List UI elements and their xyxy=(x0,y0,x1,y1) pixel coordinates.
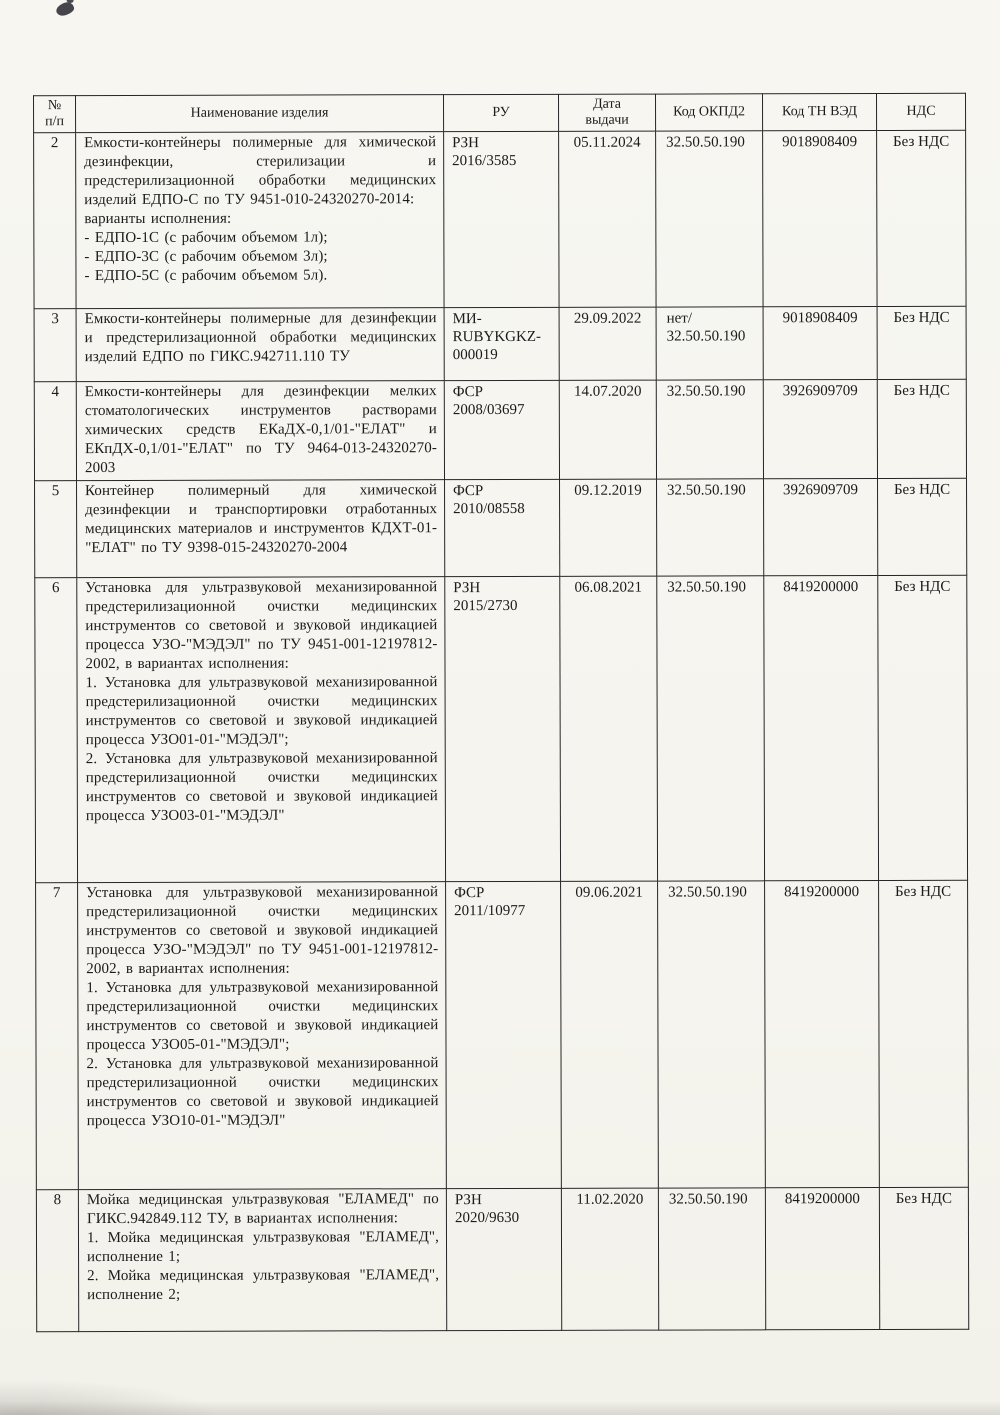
table-row xyxy=(34,130,966,308)
okpd2-code: 32.50.50.190 xyxy=(658,1188,765,1330)
scan-shadow-bottom-edge xyxy=(0,1401,1000,1415)
registration-certificate: РЗН 2015/2730 xyxy=(445,576,561,881)
table-row xyxy=(35,478,967,577)
row-number: 8 xyxy=(36,1190,78,1332)
product-registry-table xyxy=(33,93,969,1332)
table-row xyxy=(34,379,966,480)
vat-status: Без НДС xyxy=(879,1187,968,1329)
okpd2-code: 32.50.50.190 xyxy=(656,380,763,479)
vat-status: Без НДС xyxy=(878,478,967,575)
vat-status: Без НДС xyxy=(877,306,966,379)
issue-date: 29.09.2022 xyxy=(559,307,656,380)
product-name: Емкости-контейнеры для дезинфекции мелких стоматологических инструментов растворами химических средств ЕКаДХ-0,1/01-"ЕЛАТ" и ЕКпДХ-0,1/01-"ЕЛАТ" по ТУ 9464-013-24320270-2003 xyxy=(76,381,444,481)
header-registration-certificate: РУ xyxy=(444,94,559,131)
vat-status: Без НДС xyxy=(877,130,966,306)
issue-date: 09.06.2021 xyxy=(561,881,659,1188)
row-number: 7 xyxy=(36,883,79,1190)
okpd2-code: нет/ 32.50.50.190 xyxy=(656,307,763,380)
row-number: 6 xyxy=(35,578,78,883)
tnved-code: 8419200000 xyxy=(764,576,879,881)
product-name: Емкости-контейнеры полимерные для дезинфекции и предстерилизационной обработки медицинских изделий ЕДПО по ГИКС.942711.110 ТУ xyxy=(76,308,444,382)
registration-certificate: РЗН 2016/3585 xyxy=(444,131,559,307)
tnved-code: 3926909709 xyxy=(763,380,877,479)
vat-status: Без НДС xyxy=(878,575,968,880)
okpd2-code: 32.50.50.190 xyxy=(656,131,763,307)
row-number: 2 xyxy=(34,133,76,309)
okpd2-code: 32.50.50.190 xyxy=(658,881,766,1188)
vat-status: Без НДС xyxy=(877,379,966,478)
vat-status: Без НДС xyxy=(879,880,969,1187)
product-name: Установка для ультразвуковой механизированной предстерилизационной очистки медицинских инструментов со световой и звуковой индикацией процесса УЗО-"МЭДЭЛ" по ТУ 9451-001-12197812-2002, в вариантах исполнения: 1. Установка для ультразвуковой механизированной предстерилизационной очистки медицинских инструментов со световой и звуковой индикацией процесса УЗО01-01-"МЭДЭЛ"; 2. Установка для ультразвуковой механизированной предстерилизационной очистки медицинских инструментов со световой и звуковой индикацией процесса УЗО03-01-"МЭДЭЛ" xyxy=(77,577,446,883)
tnved-code: 9018908409 xyxy=(763,131,877,307)
registration-certificate: ФСР 2010/08558 xyxy=(445,479,560,576)
tnved-code: 8419200000 xyxy=(765,881,880,1188)
header-okpd2-code: Код ОКПД2 xyxy=(656,94,763,131)
table-row xyxy=(36,1187,968,1331)
table-row xyxy=(35,575,968,882)
okpd2-code: 32.50.50.190 xyxy=(657,576,765,881)
product-name: Емкости-контейнеры полимерные для химической дезинфекции, стерилизации и предстерилизационной обработки медицинских изделий ЕДПО-С по ТУ 9451-010-24320270-2014: варианты исполнения: - ЕДПО-1С (с рабочим объемом 1л); - ЕДПО-3С (с рабочим объемом 3л); - ЕДПО-5С (с рабочим объемом 5л). xyxy=(76,132,444,309)
issue-date: 05.11.2024 xyxy=(559,131,656,307)
header-vat: НДС xyxy=(877,93,966,130)
row-number: 3 xyxy=(34,309,76,382)
issue-date: 06.08.2021 xyxy=(560,576,658,881)
row-number: 5 xyxy=(35,481,77,578)
issue-date: 11.02.2020 xyxy=(561,1188,658,1330)
registration-certificate: МИ- RUBYKGKZ- 000019 xyxy=(444,307,559,380)
header-tnved-code: Код ТН ВЭД xyxy=(763,94,877,131)
tnved-code: 8419200000 xyxy=(765,1188,879,1330)
header-product-name: Наименование изделия xyxy=(76,95,444,133)
table-row xyxy=(36,880,969,1189)
issue-date: 14.07.2020 xyxy=(559,380,656,479)
registration-certificate: ФСР 2008/03697 xyxy=(444,380,559,479)
product-name: Мойка медицинская ультразвуковая "ЕЛАМЕД" по ГИКС.942849.112 ТУ, в вариантах исполнения: 1. Мойка медицинская ультразвуковая "ЕЛАМЕД", исполнение 1; 2. Мойка медицинская ультразвуковая "ЕЛАМЕД", исполнение 2; xyxy=(78,1189,446,1332)
tnved-code: 3926909709 xyxy=(764,479,878,576)
tnved-code: 9018908409 xyxy=(763,307,877,380)
registration-certificate: РЗН 2020/9630 xyxy=(446,1188,561,1330)
header-issue-date: Дата выдачи xyxy=(559,94,656,131)
table-header-row xyxy=(34,93,966,132)
row-number: 4 xyxy=(34,382,76,481)
issue-date: 09.12.2019 xyxy=(560,479,657,576)
registration-certificate: ФСР 2011/10977 xyxy=(446,881,562,1188)
product-name: Установка для ультразвуковой механизированной предстерилизационной очистки медицинских инструментов со световой и звуковой индикацией процесса УЗО-"МЭДЭЛ" по ТУ 9451-001-12197812-2002, в вариантах исполнения: 1. Установка для ультразвуковой механизированной предстерилизационной очистки медицинских инструментов со световой и звуковой индикацией процесса УЗО05-01-"МЭДЭЛ"; 2. Установка для ультразвуковой механизированной предстерилизационной очистки медицинских инструментов со световой и звуковой индикацией процесса УЗО10-01-"МЭДЭЛ" xyxy=(78,882,447,1190)
okpd2-code: 32.50.50.190 xyxy=(657,479,764,576)
ink-artifact-mark xyxy=(55,1,76,18)
product-name: Контейнер полимерный для химической дезинфекции и транспортировки отработанных медицинских материалов и инструментов КДХТ-01-"ЕЛАТ" по ТУ 9398-015-24320270-2004 xyxy=(77,480,445,578)
header-row-number: № п/п xyxy=(34,96,76,133)
table-row xyxy=(34,306,966,381)
